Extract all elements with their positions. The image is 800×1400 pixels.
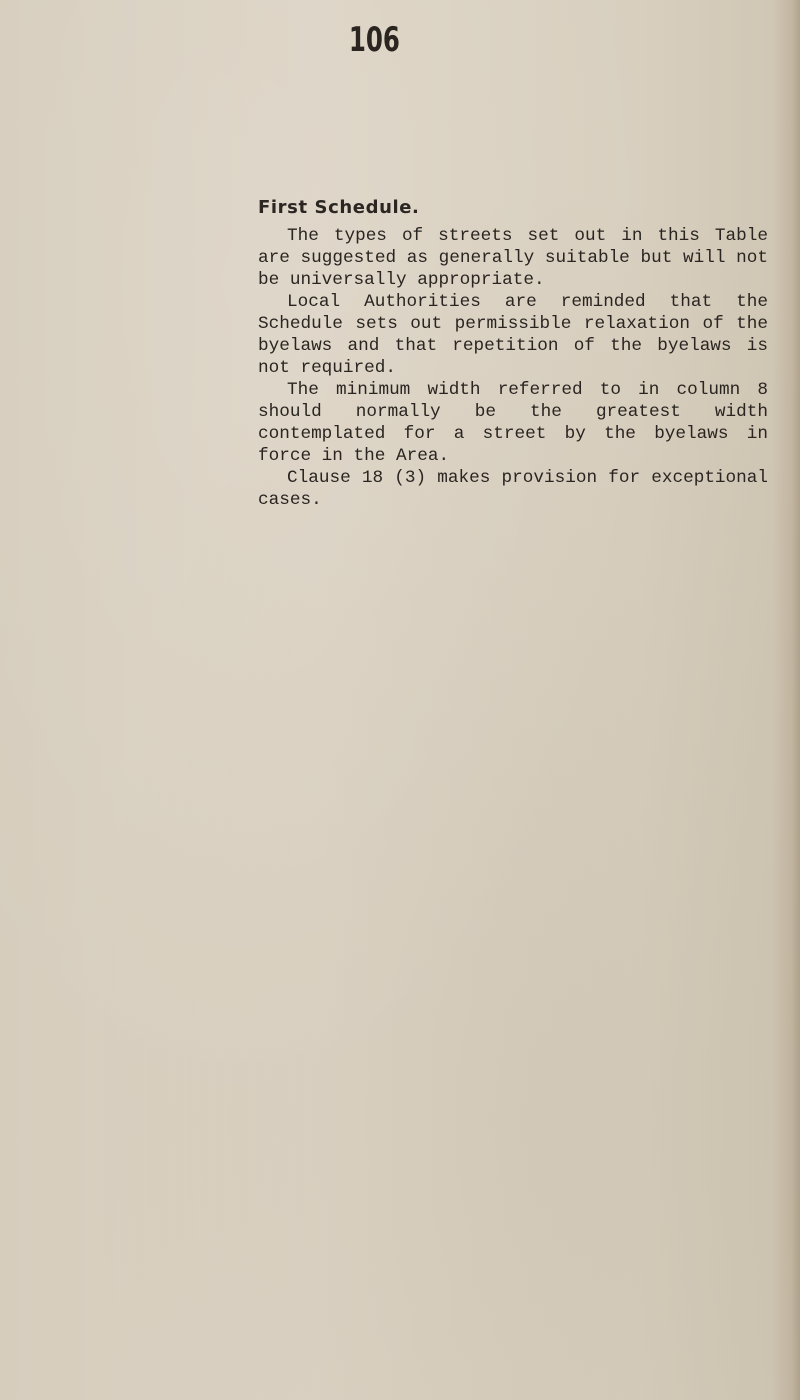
- page-number: 106: [348, 20, 400, 60]
- section-body: [258, 225, 768, 511]
- paragraph-minimum-width: The minimum width referred to in column 8 should normally be the greatest width contemplated for a street by the byelaws in force in the Area.: [258, 380, 768, 466]
- page-edge-shadow: [772, 0, 800, 1400]
- paragraph-exceptional-cases: Clause 18 (3) makes provision for exceptional cases.: [258, 468, 768, 510]
- section-heading: First Schedule.: [258, 197, 420, 218]
- paragraph-relaxation: Local Authorities are reminded that the Schedule sets out permissible relaxation of the byelaws and that repetition of the byelaws is not required.: [258, 292, 768, 378]
- paragraph-street-types: The types of streets set out in this Table are suggested as generally suitable but will not be universally appropriate.: [258, 226, 768, 290]
